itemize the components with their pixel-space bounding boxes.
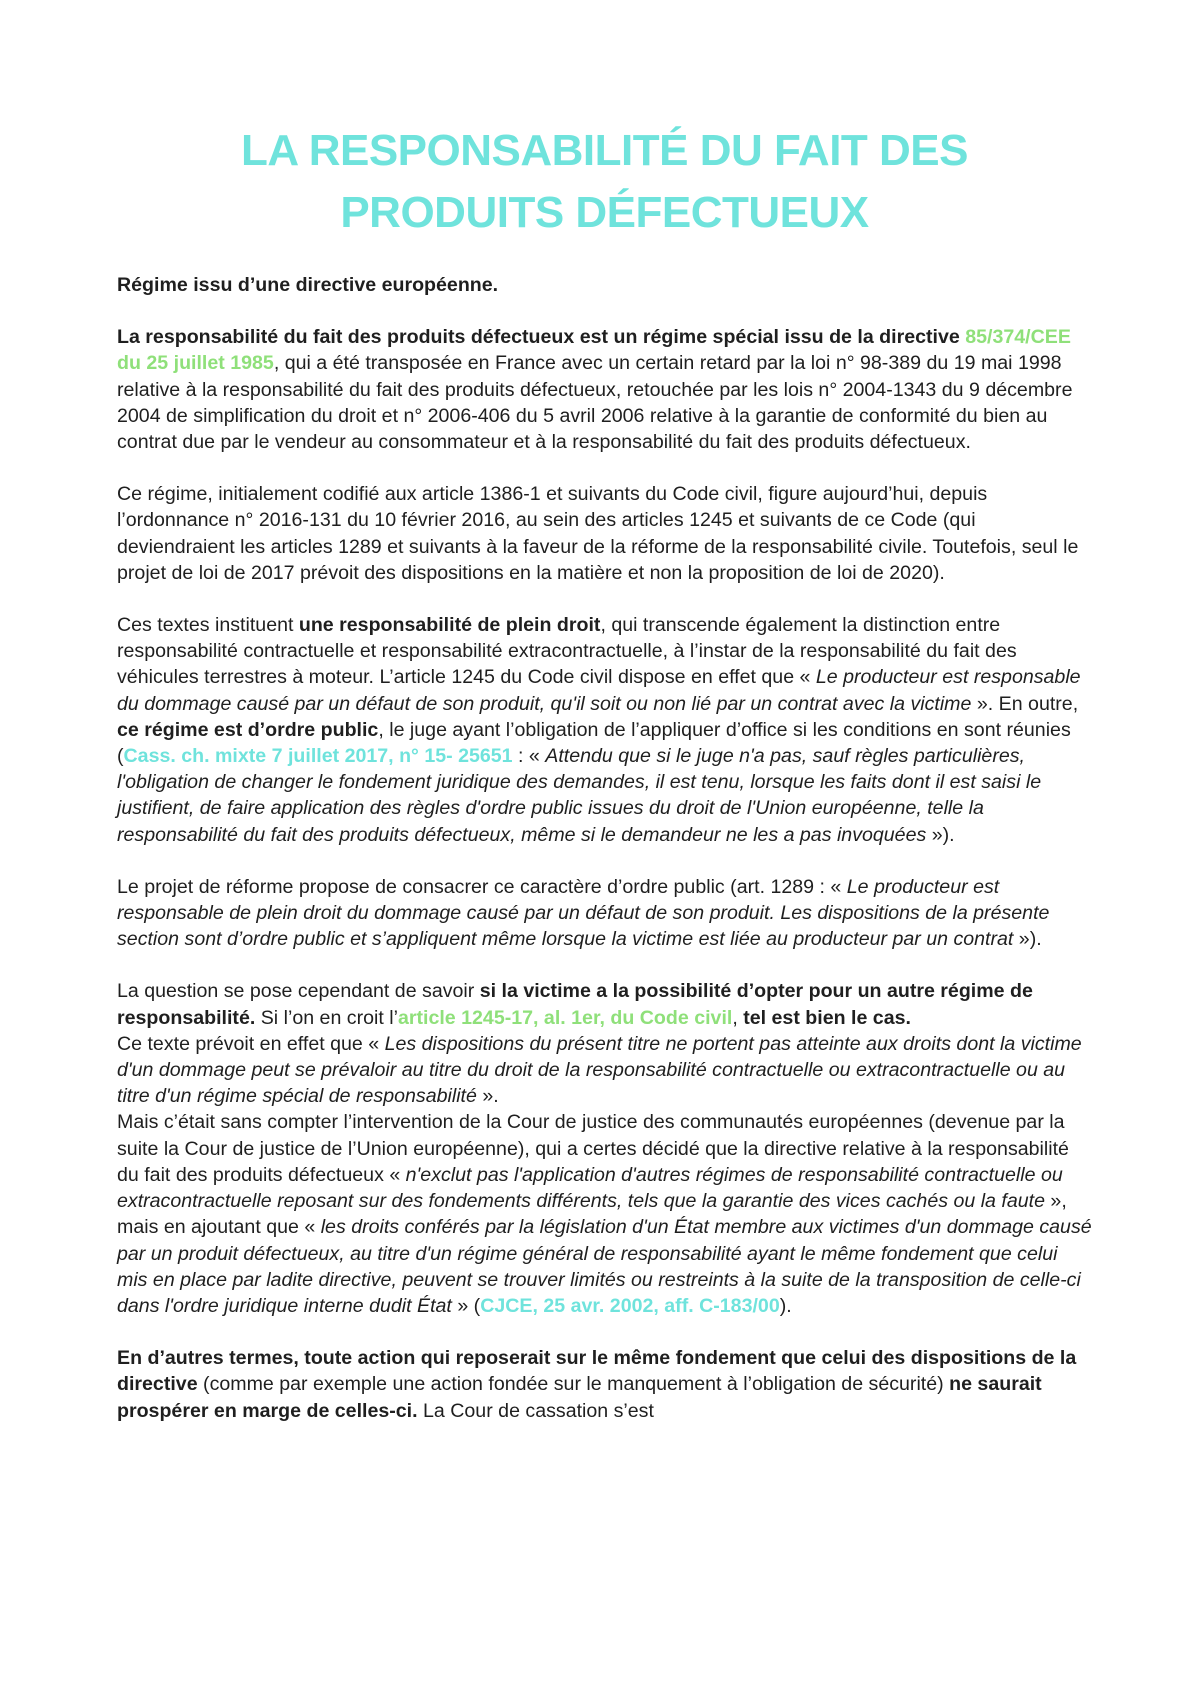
paragraph-5-line-2 [117,1031,1092,1110]
paragraph-3-text: ». En outre, [971,692,1079,715]
paragraph-1-bold: La responsabilité du fait des produits défectueux est un régime spécial issu de la directive [117,326,960,349]
paragraph-3-text: , qui transcende également la distinction entre responsabilité contractuelle et responsabilité extracontractuelle, à l’instar de la responsabilité du fait des véhicules terrestres à moteur. L’article 1245 du Code civil dispose en effet que « [117,614,1017,689]
cjce-link[interactable]: CJCE, 25 avr. 2002, aff. C-183/00 [480,1294,780,1317]
paragraph-3-bold: ce régime est d’ordre public [117,718,379,741]
paragraph-5 [117,978,1092,1030]
section-subtitle-text: Régime issu d’une directive européenne. [117,274,499,296]
paragraph-3-bold: une responsabilité de plein droit [298,614,601,637]
cjce-quote-2: les droits conférés par la législation d'un État membre aux victimes d'un dommage causé par un produit défectueux, au titre d'un régime général de responsabilité ayant le même fondement que celui mis en place par ladite directive, peuvent se trouver limités ou restreints à la suite de la transposition de celle-ci dans l'ordre juridique interne dudit État [117,1216,1092,1317]
paragraph-6-bold: En d’autres termes, toute action qui reposerait sur le même fondement que celui des dispositions de la directive [117,1347,1077,1396]
paragraph-5-text: ). [779,1294,792,1317]
paragraph-3-text: Ces textes instituent [117,614,299,637]
paragraph-4-text: »). [1013,928,1042,951]
cjce-quote-1: n'exclut pas l'application d'autres régimes de responsabilité contractuelle ou extracontractuelle reposant sur des fondements différents, tels que la garantie des vices cachés ou la faute [117,1163,1063,1213]
paragraph-5-text: ». [476,1085,499,1108]
paragraph-2 [117,481,1092,586]
paragraph-3-text: , le juge ayant l’obligation de l’appliquer d’office si les conditions en sont réunies ( [117,718,1071,768]
section-subtitle [117,272,1092,298]
paragraph-4-text: Le projet de réforme propose de consacrer ce caractère d’ordre public (art. 1289 : « [117,875,847,898]
paragraph-5-text: Ce texte prévoit en effet que « [117,1032,385,1055]
paragraph-3-text: »). [926,823,955,846]
document-page [117,0,1092,1424]
paragraph-5-text: », mais en ajoutant que « [117,1190,1067,1239]
paragraph-5-text: Mais c’était sans compter l’intervention de la Cour de justice des communautés européennes (devenue par la suite la Cour de justice de l’Union européenne), qui a certes décidé que la directive relative à la responsabilité du fait des produits défectueux « [117,1111,1069,1186]
document-title [117,120,1092,244]
paragraph-5-text: » ( [451,1294,481,1317]
cass-ch-mixte-quote: Attendu que si le juge n'a pas, sauf règles particulières, l'obligation de changer le fondement juridique des demandes, il est tenu, lorsque les faits dont il est saisi le justifient, de faire application des règles d'ordre public issues du droit de l'Union européenne, telle la responsabilité du fait des produits défectueux, même si le demandeur ne les a pas invoquées [117,745,1042,846]
art-1289-quote: Le producteur est responsable de plein droit du dommage causé par un défaut de son produit. Les dispositions de la présente section sont d’ordre public et s’appliquent même lorsque la victime est liée au producteur par un contrat [117,875,1050,951]
cass-ch-mixte-link[interactable]: Cass. ch. mixte 7 juillet 2017, n° 15- 25651 [123,745,513,768]
paragraph-1-text: , qui a été transposée en France avec un certain retard par la loi n° 98-389 du 19 mai 1998 relative à la responsabilité du fait des produits défectueux, retouchée par les lois n° 2004-1343 du 9 décembre 2004 de simplification du droit et n° 2006-406 du 5 avril 2006 relative à la garantie de conformité du bien au contrat due par le vendeur au consommateur et à la responsabilité du fait des produits défectueux. [117,352,1073,454]
article-1245-17-quote: Les dispositions du présent titre ne portent pas atteinte aux droits dont la victime d'un dommage peut se prévaloir au titre du droit de la responsabilité contractuelle ou extracontractuelle ou au titre d'un régime spécial de responsabilité [117,1032,1082,1108]
directive-link[interactable]: 85/374/CEE du 25 juillet 1985 [117,326,1071,375]
article-1245-17-link[interactable]: article 1245-17, al. 1er, du Code civil [397,1006,733,1029]
paragraph-5-bold: si la victime a la possibilité d’opter pour un autre régime de responsabilité. [117,980,1033,1029]
paragraph-6-text: (comme par exemple une action fondée sur le manquement à l’obligation de sécurité) [197,1373,950,1396]
article-1245-quote: Le producteur est responsable du dommage causé par un défaut de son produit, qu'il soit ou non lié par un contrat avec la victime [117,666,1081,715]
paragraph-3 [117,612,1092,848]
paragraph-4 [117,874,1092,953]
paragraph-6-bold: ne saurait prospérer en marge de celles-ci. [117,1373,1042,1422]
paragraph-1 [117,324,1092,455]
paragraph-3-text: : « [512,745,546,768]
document-title-line-2: PRODUITS DÉFECTUEUX [340,188,869,237]
paragraph-6-text: La Cour de cassation s’est [417,1399,654,1422]
paragraph-6 [117,1345,1092,1424]
paragraph-5-bold: tel est bien le cas. [743,1006,911,1029]
paragraph-5-line-3 [117,1109,1092,1319]
paragraph-5-text: , [732,1006,744,1029]
document-title-line-1: LA RESPONSABILITÉ DU FAIT DES [240,126,969,175]
paragraph-5-text: Si l’on en croit l’ [255,1006,398,1029]
paragraph-5-text: La question se pose cependant de savoir [117,980,480,1003]
paragraph-2-text: Ce régime, initialement codifié aux article 1386-1 et suivants du Code civil, figure aujourd’hui, depuis l’ordonnance n° 2016-131 du 10 février 2016, au sein des articles 1245 et suivants de ce Code (qui deviendraient les articles 1289 et suivants à la faveur de la réforme de la responsabilité civile. Toutefois, seul le projet de loi de 2017 prévoit des dispositions en la matière et non la proposition de loi de 2020). [117,483,1079,584]
